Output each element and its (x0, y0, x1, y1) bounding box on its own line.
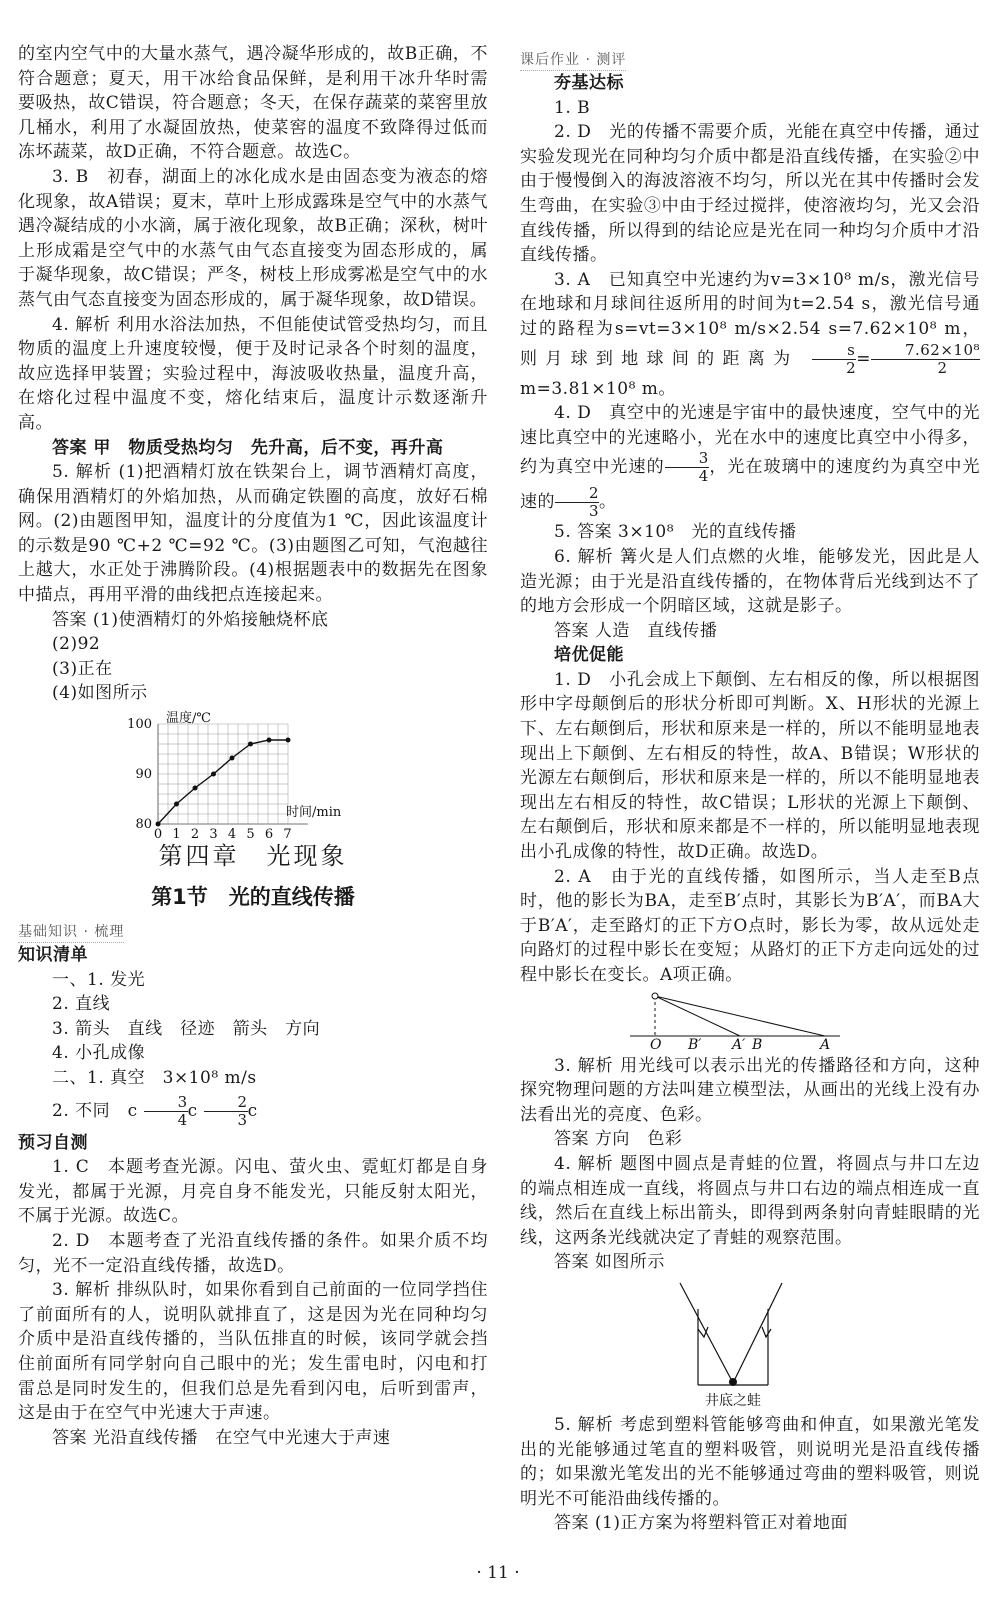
paragraph: 1. D 小孔会成上下颠倒、左右相反的像，所以根据图形中字母颠倒后的形状分析即可判断。X、H形状的光源上下、左右颠倒后，形状和原来是一样的，所以不能明显地表现出上下颠倒、左右相反的特性，故A、B错误；W形状的光源左右颠倒后，形状和原来是一样的，所以不能明显地表现出左右相反的特性，故C错误；L形状的光源上下颠倒、左右颠倒后，形状和原来都是不一样的，所以能明显地表现出小孔成像的特性，故D正确。故选D。 (520, 669, 980, 863)
paragraph: 4. 解析 利用水浴法加热，不但能使试管受热均匀，而且物质的温度上升速度较慢，便于及时记录各个时刻的温度，故应选择甲装置；实验过程中，海波吸收热量，温度升高，在熔化过程中温度不变，熔化结束后，温度计示数逐渐升高。 (18, 314, 488, 433)
list-item: 2. 直线 (52, 994, 111, 1015)
answer: (3)正在 (52, 658, 113, 679)
fraction: $\frac{\text{7.62×10⁸}}{2}$ (871, 342, 980, 377)
x-tick-label: 6 (264, 827, 274, 843)
x-tick-label: 4 (227, 827, 237, 843)
paragraph: 3. B 初春，湖面上的冰化成水是由固态变为液态的熔化现象，故A错误；夏末，草叶上形成露珠是空气中的水蒸气遇冷凝结成的小水滴，属于液化现象，故B正确；深秋，树叶上形成霜是空气中的水蒸气由气态直接变为固态形成的，属于凝华现象，故C错误；严冬，树枝上形成雾凇是空气中的水蒸气由气态直接变为固态形成的，属于凝华现象，故D错误。 (18, 166, 488, 310)
paragraph: 5. 解析 考虑到塑料管能够弯曲和伸直，如果激光笔发出的光能够通过笔直的塑料吸管，则说明光是沿直线传播的；如果激光笔发出的光不能够通过弯曲的塑料吸管，则说明光不可能沿曲线传播的。 (520, 1414, 980, 1509)
paragraph: 4. D 真空中的光速是宇宙中的最快速度，空气中的光速比真空中的光速略小，光在水中的速度比真空中小得多，约为真空中光速的 $\frac{3}{4}$ ，光在玻璃中的速度约为真空中光速的 $\frac{2}{3}$ 。 (520, 403, 981, 521)
list-item-text: 2. 不同 c (52, 1100, 138, 1121)
answer: 答案 人造 直线传播 (554, 620, 718, 641)
answer: (2)92 (52, 634, 101, 655)
y-tick-label: 90 (135, 767, 152, 783)
answer: 答案 如图所示 (554, 1252, 665, 1273)
fraction: $\frac{3}{4}$ (665, 450, 709, 485)
list-item: 4. 小孔成像 (52, 1043, 146, 1064)
list-item: 3. 箭头 直线 径迹 箭头 方向 (52, 1018, 321, 1039)
well-caption: 井底之蛙 (705, 1392, 761, 1409)
left-column (18, 42, 488, 1450)
answer: (4)如图所示 (52, 683, 148, 704)
answer: 答案 (1)正方案为将塑料管正对着地面 (554, 1513, 848, 1534)
paragraph: 3. 解析 用光线可以表示出光的传播路径和方向，这种探究物理问题的方法叫建立模型法，从画出的光线上没有办法看出光的亮度、色彩。 (520, 1055, 980, 1125)
paragraph: 1. C 本题考查光源。闪电、萤火虫、霓虹灯都是自身发光，都属于光源，月亮自身不能发光，只能反射太阳光，不属于光源。故选C。 (18, 1157, 488, 1227)
answer: 答案 甲 物质受热均匀 先升高，后不变，再升高 (52, 437, 444, 458)
shadow-diagram (520, 992, 980, 1053)
fraction: $\frac{2}{3}$ (555, 485, 599, 520)
paragraph: 3. 解析 排纵队时，如果你看到自己前面的一位同学挡住了前面所有的人，说明队就排直了，这是因为光在同种均匀介质中是沿直线传播的，当队伍排直的时候，该同学就会挡住前面所有同学射向自己眼中的光；发生雷电时，闪电和打雷总是同时发生的，但我们总是先看到闪电，后听到雷声，这是由于在空气中光速大于声速。 (18, 1280, 488, 1424)
answer: 答案 光沿直线传播 在空气中光速大于声速 (52, 1427, 391, 1448)
svg-text:B′: B′ (688, 1036, 702, 1053)
x-tick-label: 5 (246, 827, 255, 843)
paragraph: 2. D 本题考查了光沿直线传播的条件。如果介质不均匀，光不一定沿直线传播，故选D。 (18, 1230, 488, 1276)
subheading: 预习自测 (18, 1132, 88, 1153)
paragraph: 2. D 光的传播不需要介质，光能在真空中传播，通过实验发现光在同种均匀介质中都是沿直线传播，在实验②中由于慢慢倒入的海波溶液不均匀，所以光在其中传播时会发生弯曲，在实验③中由于经过搅拌，使溶液均匀，光又会沿直线传播，所以得到的结论应是光在同一种均匀介质中才沿直线传播。 (520, 122, 980, 266)
answer: 答案 方向 色彩 (554, 1129, 683, 1150)
page-number: · 11 · (476, 1563, 520, 1583)
subheading: 培优促能 (554, 645, 624, 666)
x-tick-label: 3 (209, 827, 218, 843)
subheading: 知识清单 (18, 945, 88, 966)
right-column (520, 48, 980, 1536)
x-tick-label: 2 (190, 827, 200, 843)
chapter-title: 第四章 光现象 (158, 842, 348, 871)
list-item: 2. 不同 c $\frac{3}{4}$ c $\frac{2}{3}$ c (52, 1092, 258, 1129)
list-item: 二、1. 真空 3×10⁸ m/s (52, 1068, 257, 1088)
paragraph: 3. A 已知真空中光速约为v=3×10⁸ m/s，激光信号在地球和月球间往返所用的时间为t=2.54 s，激光信号通过的路程为s=vt=3×10⁸ m/s×2.54 s=7.62×10⁸ m，则月球到地球间的距离为 $\frac{s}{2}$ = $\frac{\text{7.62×10⁸}}{2}$ m=3.81×10⁸ m。 (520, 269, 981, 399)
svg-text:B: B (752, 1036, 763, 1053)
y-tick-label: 100 (127, 717, 152, 733)
paragraph: 6. 解析 篝火是人们点燃的火堆，能够发光，因此是人造光源；由于光是沿直线传播的，在物体背后光线到达不了的地方会形成一个阴暗区域，这就是影子。 (520, 546, 980, 617)
svg-text:O: O (650, 1036, 662, 1053)
band-label: 课后作业 · 测评 (520, 50, 626, 71)
x-tick-label: 0 (153, 827, 163, 843)
x-axis-label: 时间/min (286, 805, 342, 821)
paragraph: 2. A 由于光的直线传播，如图所示，当人走至B点时，他的影长为BA，走至B′点时，其影长为B′A′，而BA大于B′A′，走至路灯的正下方O点时，影长为零，故从远处走向路灯的过程中影长在变短；从路灯的正下方走向远处的过程中影长在变长。A项正确。 (520, 866, 980, 985)
band-label: 基础知识 · 梳理 (18, 922, 124, 943)
svg-text:A: A (820, 1036, 831, 1053)
frog-dot (729, 1378, 737, 1386)
list-item: 1. B (554, 97, 591, 118)
subheading: 夯基达标 (554, 73, 624, 93)
fraction: $\frac{3}{4}$ (144, 1094, 188, 1129)
well-frog-diagram (520, 1279, 980, 1409)
svg-text:A′: A′ (732, 1036, 746, 1053)
y-tick-label: 80 (135, 817, 152, 833)
section-title: 第1节 光的直线传播 (151, 885, 355, 910)
temperature-graph (18, 710, 488, 843)
shadow-labels (650, 1037, 830, 1053)
answer: 答案 (1)使酒精灯的外焰接触烧杯底 (52, 609, 329, 630)
fraction: $\frac{s}{2}$ (812, 342, 856, 377)
x-tick-label: 7 (283, 827, 292, 843)
y-axis-label: 温度/℃ (166, 711, 211, 727)
temperature-curve (158, 740, 288, 824)
paragraph: 5. 解析 (1)把酒精灯放在铁架台上，调节酒精灯高度，确保用酒精灯的外焰加热，从而确定铁圈的高度，放好石棉网。(2)由题图甲知，温度计的分度值为1 ℃，因此该温度计的示数是90 ℃+2 ℃=92 ℃。(3)由题图乙可知，气泡越往上越大，水正处于沸腾阶段。(4)根据题表中的数据先在图象中描点，再用平滑的曲线把点连接起来。 (18, 462, 488, 606)
list-item: 一、1. 发光 (52, 969, 146, 990)
paragraph: 4. 解析 题图中圆点是青蛙的位置，将圆点与井口左边的端点相连成一直线，将圆点与井口右边的端点相连成一直线，然后在直线上标出箭头，即得到两条射向青蛙眼睛的光线，这两条光线就决定了青蛙的观察范围。 (520, 1153, 980, 1248)
x-tick-label: 1 (172, 827, 181, 843)
fraction: $\frac{2}{3}$ (204, 1094, 248, 1129)
paragraph: 的室内空气中的大量水蒸气，遇冷凝华形成的，故B正确，不符合题意；夏天，用干冰给食品保鲜，是利用干冰升华时需要吸热，故C错误，符合题意；冬天，在保存蔬菜的菜窖里放几桶水，利用了水凝固放热，使菜窖的温度不致降得过低而冻坏蔬菜，故D正确，不符合题意。故选C。 (18, 44, 488, 163)
answer: 5. 答案 3×10⁸ 光的直线传播 (554, 522, 797, 543)
